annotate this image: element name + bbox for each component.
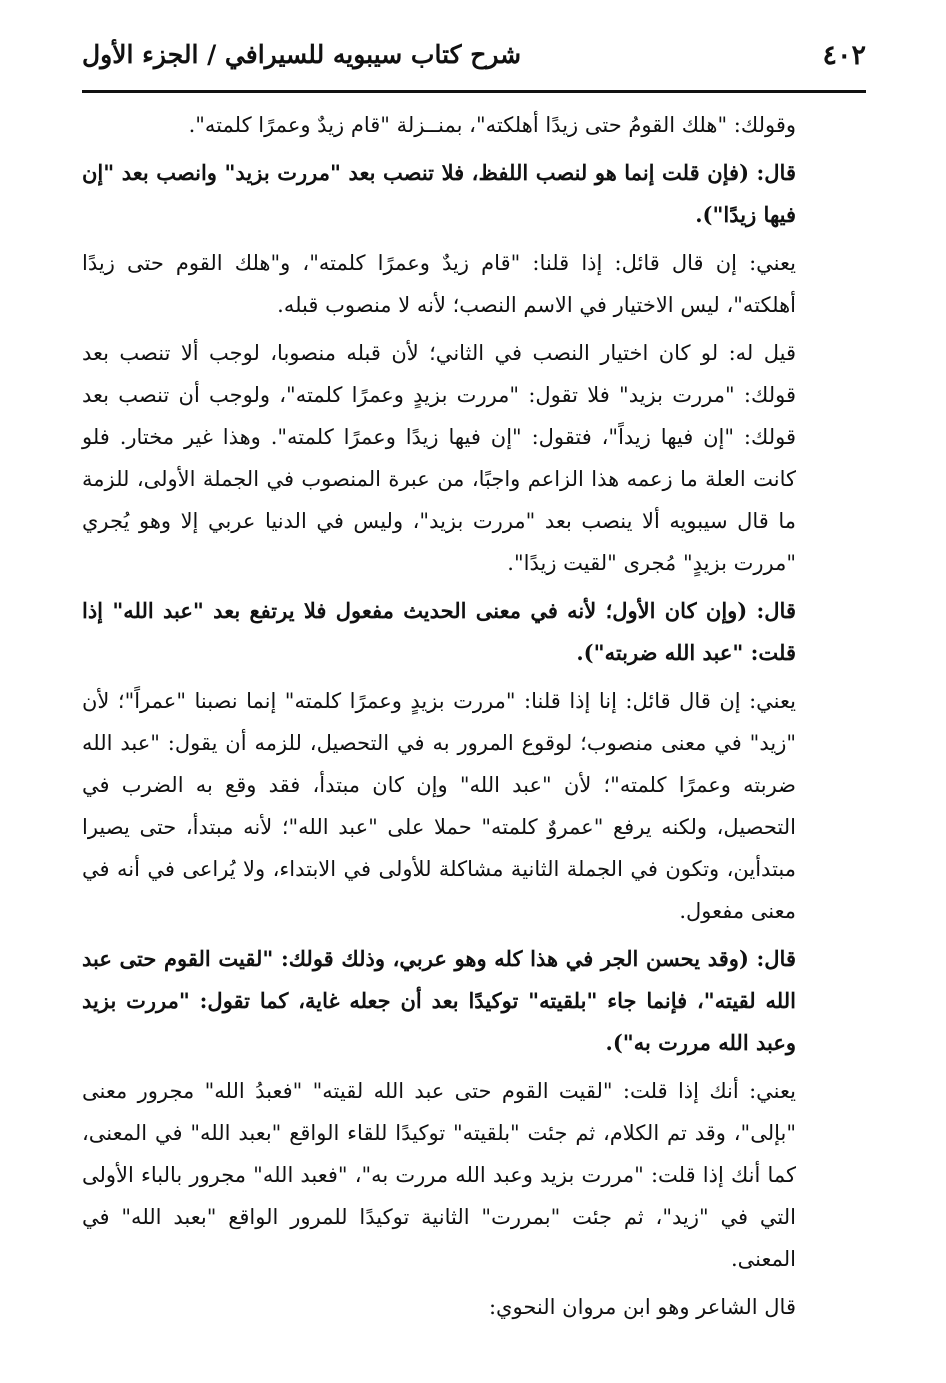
- paragraph: قيل له: لو كان اختيار النصب في الثاني؛ لأن قبله منصوبا، لوجب ألا تنصب بعد قولك: "مررت بزيد" فلا تقول: "مررت بزيدٍ وعمرًا كلمته"، ولوجب أن تنصب بعد قولك: "إن فيها زيداً"، فتقول: "إن فيها زيدًا وعمرًا كلمته". وهذا غير مختار. فلو كانت العلة ما زعمه هذا الزاعم واجبًا، من عبرة المنصوب في الجملة الأولى، للزمة ما قال سيبويه ألا ينصب بعد "مررت بزيد"، وليس في الدنيا عربي إلا وهو يُجري "مررت بزيدٍ" مُجرى "لقيت زيدًا".: [82, 341, 796, 575]
- page-number: ٤٠٢: [822, 40, 866, 71]
- paragraph: يعني: إن قال قائل: إنا إذا قلنا: "مررت بزيدٍ وعمرًا كلمته" إنما نصبنا "عمراً"؛ لأن "زيد" في معنى منصوب؛ لوقوع المرور به في التحصيل، للزمه أن يقول: "عبد الله ضربته وعمرًا كلمته"؛ لأن "عبد الله" وإن كان مبتدأ، فقد وقع به الضرب في التحصيل، ولكنه يرفع "عمروٌ كلمته" حملا على "عبد الله"؛ لأنه مبتدأ، حتى يصيرا مبتدأين، وتكون في الجملة الثانية مشاكلة للأولى في الابتداء، ولا يُراعى في أنه في معنى مفعول.: [82, 689, 796, 923]
- quoted-paragraph: قال: (فإن قلت إنما هو لنصب اللفظ، فلا تنصب بعد "مررت بزيد" وانصب بعد "إن فيها زيدًا").: [82, 160, 796, 227]
- page-header: [82, 36, 866, 86]
- header-rule: [82, 90, 866, 93]
- paragraph: يعني: إن قال قائل: إذا قلنا: "قام زيدٌ وعمرًا كلمته"، و"هلك القوم حتى زيدًا أهلكته"، ليس الاختيار في الاسم النصب؛ لأنه لا منصوب قبله.: [82, 251, 796, 317]
- body-text: [82, 104, 866, 1334]
- quoted-paragraph: قال: (وإن كان الأول؛ لأنه في معنى الحديث مفعول فلا يرتفع بعد "عبد الله" إذا قلت: "عبد الله ضربته").: [82, 598, 796, 665]
- running-title: شرح كتاب سيبويه للسيرافي / الجزء الأول: [82, 40, 522, 69]
- quoted-paragraph: قال: (وقد يحسن الجر في هذا كله وهو عربي، وذلك قولك: "لقيت القوم حتى عبد الله لقيته"، فإنما جاء "بلقيته" توكيدًا بعد أن جعله غاية، كما تقول: "مررت بزيد وعبد الله مررت به").: [82, 946, 796, 1055]
- paragraph: يعني: أنك إذا قلت: "لقيت القوم حتى عبد الله لقيته" "فعبدُ الله" مجرور معنى "بإلى"، وقد تم الكلام، ثم جئت "بلقيته" توكيدًا للقاء الواقع "بعبد الله" في المعنى، كما أنك إذا قلت: "مررت بزيد وعبد الله مررت به"، "فعبد الله" مجرور بالباء الأولى التي في "زيد"، ثم جئت "بمررت" الثانية توكيدًا للمرور الواقع "بعبد الله" في المعنى.: [82, 1079, 796, 1271]
- paragraph: قال الشاعر وهو ابن مروان النحوي:: [488, 1295, 796, 1319]
- paragraph: وقولك: "هلك القومُ حتى زيدًا أهلكته"، بمنــزلة "قام زيدٌ وعمرًا كلمته".: [188, 113, 796, 137]
